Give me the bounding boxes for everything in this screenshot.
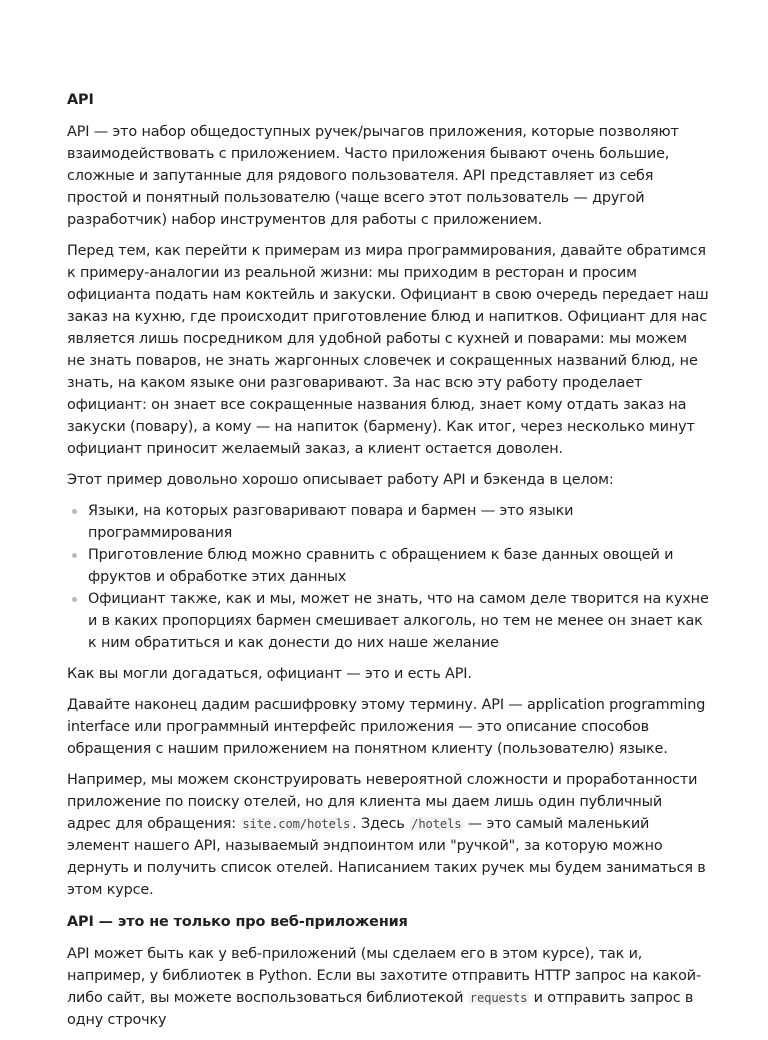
list-item-text: Приготовление блюд можно сравнить с обращением к базе данных овощей и фруктов и обработке этих данных — [88, 547, 674, 585]
paragraph-example-intro: Этот пример довольно хорошо описывает работу API и бэкенда в целом: — [67, 472, 614, 488]
list-item — [67, 588, 709, 654]
inline-code-requests: requests — [469, 991, 528, 1005]
bullet-dot-icon — [72, 509, 77, 514]
paragraph-hotels-example — [67, 769, 709, 901]
bullet-dot-icon — [72, 597, 77, 602]
document-page — [67, 88, 709, 1040]
bullet-dot-icon — [72, 553, 77, 558]
paragraph-api-acronym: Давайте наконец дадим расшифровку этому термину. API — application programming interface или программный интерфейс приложения — это описание способов обращения с нашим приложением на понятном клиенту (пользователю) языке. — [67, 697, 706, 757]
text-span: — это самый маленький элемент нашего API, называемый эндпоинтом или "ручкой", за которую можно дернуть и получить список отелей. Написанием таких ручек мы будем заниматься в этом курсе. — [67, 816, 706, 898]
list-item-text: Языки, на которых разговаривают повара и бармен — это языки программирования — [88, 503, 574, 541]
text-span: . Здесь — [352, 816, 410, 832]
text-span: Например, мы можем сконструировать невероятной сложности и проработанности приложение по поиску отелей, но для клиента мы даем лишь один публичный адрес для обращения: — [67, 772, 698, 832]
paragraph-restaurant-analogy: Перед тем, как перейти к примерам из мира программирования, давайте обратимся к примеру-аналогии из реальной жизни: мы приходим в ресторан и просим официанта подать нам коктейль и закуски. Официант в свою очередь передает наш заказ на кухню, где происходит приготовление блюд и напитков. Официант для нас является лишь посредником для удобной работы с кухней и поварами: мы можем не знать поваров, не знать жаргонных словечек и сокращенных названий блюд, не знать, на каком языке они разговаривают. За нас всю эту работу проделает официант: он знает все сокращенные названия блюд, знает кому отдать заказ на закуски (повару), а кому — на напиток (бармену). Как итог, через несколько минут официант приносит желаемый заказ, а клиент остается доволен. — [67, 243, 709, 457]
list-item-text: Официант также, как и мы, может не знать, что на самом деле творится на кухне и в каких пропорциях бармен смешивает алкоголь, но тем не менее он знает как к ним обратиться и как донести до них наше желание — [88, 591, 709, 651]
paragraph-waiter-is-api: Как вы могли догадаться, официант — это и есть API. — [67, 666, 472, 682]
text-span: API может быть как у веб-приложений (мы сделаем его в этом курсе), так и, например, у библиотек в Python. Если вы захотите отправить HTTP запрос на какой-либо сайт, вы можете воспользоваться библиотекой — [67, 946, 702, 1006]
inline-code-site-hotels: site.com/hotels — [242, 817, 351, 831]
text-span: и отправить запрос в одну строчку — [67, 990, 694, 1028]
paragraph-python-libraries — [67, 943, 709, 1031]
list-item — [67, 500, 709, 544]
paragraph-api-definition: API — это набор общедоступных ручек/рычагов приложения, которые позволяют взаимодействовать с приложением. Часто приложения бывают очень большие, сложные и запутанные для рядового пользователя. API представляет из себя простой и понятный пользователю (чаще всего этот пользователь — другой разработчик) набор инструментов для работы с приложением. — [67, 124, 679, 228]
inline-code-hotels-endpoint: /hotels — [411, 817, 462, 831]
section-title-not-only-web: API — это не только про веб-приложения — [67, 914, 408, 930]
section-title-api: API — [67, 92, 94, 108]
list-item — [67, 544, 709, 588]
analogy-bullet-list — [67, 500, 709, 654]
